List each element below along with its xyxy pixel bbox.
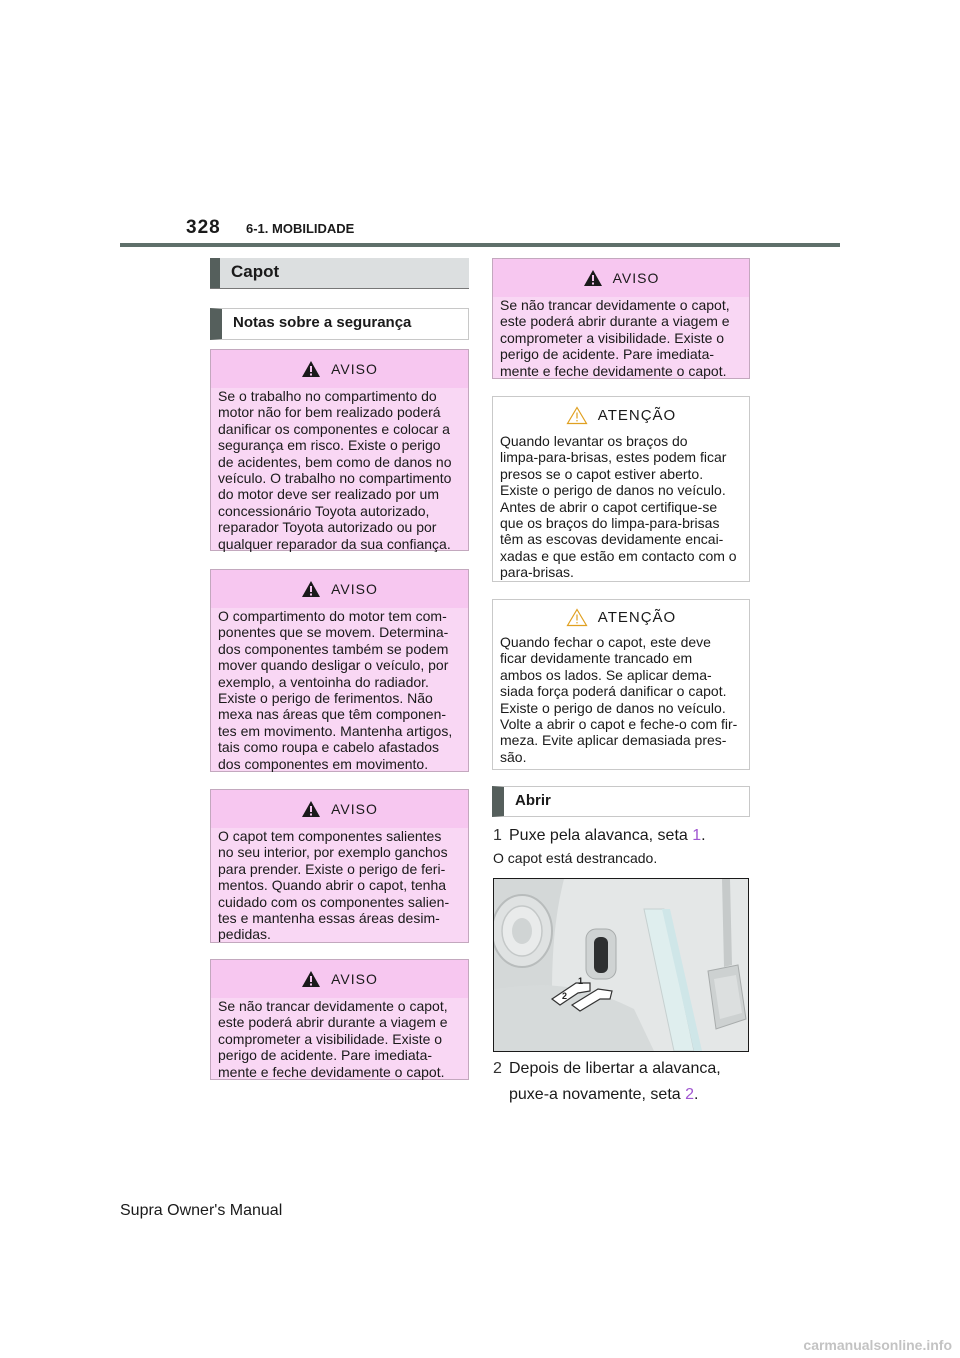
warning-box-3-label: AVISO [331, 801, 378, 817]
warning-box-1-text: Se o trabalho no compartimento do motor não for bem realizado poderá danificar os componentes e colocar a segurança em risco. Existe o perigo de acidentes, bem como de danos no veículo. O trabalho no compartimento do motor deve ser realizado por um concessionário Toyota autorizado, reparador Toyota autorizado ou por qualquer reparador da sua confiança. [211, 388, 468, 550]
warning-box-right-title [493, 259, 749, 297]
warning-box-right [492, 258, 750, 379]
warning-box-2-title [211, 570, 468, 608]
step-1-ref: 1 [692, 827, 702, 844]
warning-triangle-icon [583, 269, 603, 287]
warning-box-right-text: Se não trancar devidamente o capot, este poderá abrir durante a viagem e comprometer a visibilidade. Existe o perigo de acidente. Pare imediata- mente e feche devidamente o capot. [493, 297, 749, 378]
warning-triangle-icon [301, 580, 321, 598]
warning-box-2-text: O compartimento do motor tem com- ponentes que se movem. Determina- dos componentes também se podem mover quando desligar o veículo, por exemplo, a ventoinha do radiador. Existe o perigo de ferimentos. Não mexa nas áreas que têm componen- tes em movimento. Mantenha artigos, tais como roupa e cabelo afastados dos componentes em movimento. [211, 608, 468, 771]
step-2-number: 2 [493, 1060, 502, 1077]
caution-triangle-icon [566, 608, 588, 627]
warning-box-right-label: AVISO [612, 270, 660, 286]
caution-box-1-text: Quando levantar os braços do limpa-para-brisas, estes podem ficar presos se o capot estiver aberto. Existe o perigo de danos no veículo. Antes de abrir o capot certifique-se que os braços do limpa-para-brisas têm as escovas devidamente encai- xadas e que estão em contacto com o para-brisas. [493, 433, 749, 581]
step-1-number: 1 [493, 827, 502, 844]
warning-box-3-text: O capot tem componentes salientes no seu interior, por exemplo ganchos para prender. Existe o perigo de feri- mentos. Quando abrir o capot, tenha cuidado com os componentes salien- tes e mantenha essas áreas desim- pedidas. [211, 828, 468, 942]
footer-manual-title: Supra Owner's Manual [120, 1202, 283, 1219]
caution-box-1 [492, 396, 750, 582]
watermark: carmanualsonline.info [803, 1337, 952, 1353]
subsection-open-title: Abrir [515, 792, 551, 809]
hood-release-illustration [493, 878, 749, 1052]
caution-box-1-label: ATENÇÃO [597, 406, 677, 424]
arrow-label-1: 1 [578, 976, 584, 986]
step-2-line1: Depois de libertar a alavanca, [509, 1060, 721, 1077]
warning-box-4-title [211, 960, 468, 998]
warning-box-3-title [211, 790, 468, 828]
step-1-end: . [701, 827, 706, 844]
warning-box-2-label: AVISO [331, 581, 378, 597]
warning-box-4 [210, 959, 469, 1080]
warning-triangle-icon [301, 970, 321, 988]
step-1 [493, 824, 750, 847]
warning-box-1 [210, 349, 469, 551]
caution-triangle-icon [566, 406, 588, 425]
subsection-safety [210, 308, 469, 340]
caution-box-2-label: ATENÇÃO [597, 608, 677, 626]
step-note: O capot está destrancado. [493, 850, 658, 866]
warning-box-4-text: Se não trancar devidamente o capot, este poderá abrir durante a viagem e comprometer a visibilidade. Existe o perigo de acidente. Pare imediata- mente e feche devidamente o capot. [211, 998, 468, 1079]
warning-box-1-label: AVISO [331, 361, 378, 377]
section-title-bar [210, 258, 469, 289]
caution-box-2-text: Quando fechar o capot, este deve ficar devidamente trancado em ambos os lados. Se aplicar dema- siada força poderá danificar o capot. Existe o perigo de danos no veículo. Volte a abrir o capot e feche-o com fir- meza. Evite aplicar demasiada pres- são. [493, 634, 749, 769]
warning-box-2 [210, 569, 469, 772]
warning-triangle-icon [301, 800, 321, 818]
header-rule [120, 243, 840, 247]
step-2-end: . [694, 1086, 699, 1103]
step-2-ref: 2 [685, 1086, 695, 1103]
caution-box-2 [492, 599, 750, 770]
section-title-underline [210, 288, 469, 289]
hood-release-drawing [494, 879, 748, 1051]
arrow-label-2: 2 [562, 991, 568, 1001]
warning-box-3 [210, 789, 469, 943]
warning-box-1-title [211, 350, 468, 388]
subsection-safety-title: Notas sobre a segurança [233, 314, 412, 331]
step-2 [493, 1056, 750, 1108]
warning-box-4-label: AVISO [331, 971, 378, 987]
caution-box-2-title [493, 600, 749, 634]
subsection-open [492, 786, 750, 817]
chapter-title: 6-1. MOBILIDADE [246, 221, 355, 236]
step-2-line2: puxe-a novamente, seta [509, 1086, 686, 1103]
section-title: Capot [231, 262, 280, 281]
warning-triangle-icon [301, 360, 321, 378]
step-1-text: Puxe pela alavanca, seta [509, 827, 693, 844]
caution-box-1-title [493, 397, 749, 433]
page-number: 328 [186, 217, 221, 238]
